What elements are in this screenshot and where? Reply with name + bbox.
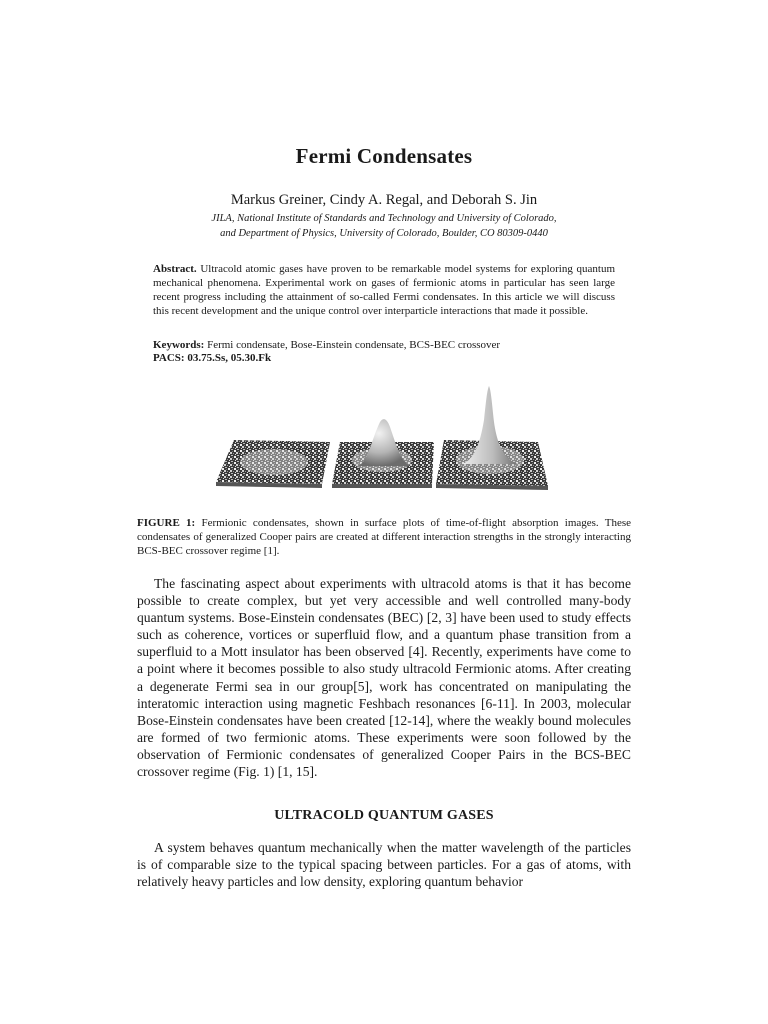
pacs-codes: PACS: 03.75.Ss, 05.30.Fk	[153, 352, 272, 364]
abstract-text: Ultracold atomic gases have proven to be remarkable model systems for exploring quantum mechanical phenomena. Experimental work on gases of fermionic atoms in particular has seen large recent progress including the attainment of so-called Fermi condensates. In this article we will discuss this recent development and the unique control over interparticle interactions that made it possible.	[153, 263, 616, 317]
figure-1-surface-plots	[212, 380, 558, 500]
keywords	[153, 339, 615, 352]
surface-panel-1	[216, 440, 330, 488]
affiliation-line-2: and Department of Physics, University of Colorado, Boulder, CO 80309-0440	[220, 228, 548, 239]
section-heading: ULTRACOLD QUANTUM GASES	[274, 808, 494, 823]
body-paragraph-1: The fascinating aspect about experiments with ultracold atoms is that it has become possible to create complex, but yet very accessible and well controlled many-body quantum systems. Bose-Einstein condensates (BEC) [2, 3] have been used to study effects such as coherence, vortices or superfluid flow, and a quantum phase transition from a superfluid to a Mott insulator has been observed [4]. Recently, experiments have come to a point where it becomes possible to also study ultracold Fermionic atoms. After creating a degenerate Fermi sea in our group[5], work has concentrated on manipulating the interatomic interaction using magnetic Feshbach resonances [6-11]. In 2003, molecular Bose-Einstein condensates have been created [12-14], where the weakly bound molecules are formed of two fermionic atoms. These experiments were soon followed by the observation of Fermionic condensates of generalized Cooper Pairs in the BCS-BEC crossover regime (Fig. 1) [1, 15].	[137, 576, 631, 780]
figure-1-caption	[137, 516, 631, 558]
keywords-text: Fermi condensate, Bose-Einstein condensate, BCS-BEC crossover	[207, 339, 501, 351]
paper-title: Fermi Condensates	[295, 144, 473, 168]
keywords-label: Keywords:	[153, 339, 205, 351]
abstract	[153, 262, 615, 318]
affiliation	[0, 211, 768, 241]
abstract-label: Abstract.	[153, 263, 197, 275]
affiliation-line-1: JILA, National Institute of Standards and Technology and University of Colorado,	[211, 213, 557, 224]
figure-1-caption-text: Fermionic condensates, shown in surface plots of time-of-flight absorption images. These condensates of generalized Cooper pairs are created at different interaction strengths in the strongly interacting BCS-BEC crossover regime [1].	[137, 517, 631, 557]
author-list: Markus Greiner, Cindy A. Regal, and Deborah S. Jin	[230, 192, 538, 208]
surface-panel-3	[436, 386, 548, 490]
surface-panel-2	[332, 419, 434, 488]
figure-1-label: FIGURE 1:	[137, 517, 196, 529]
body-paragraph-2: A system behaves quantum mechanically when the matter wavelength of the particles is of comparable size to the typical spacing between particles. For a gas of atoms, with relatively heavy particles and low density, exploring quantum behavior	[137, 840, 631, 890]
